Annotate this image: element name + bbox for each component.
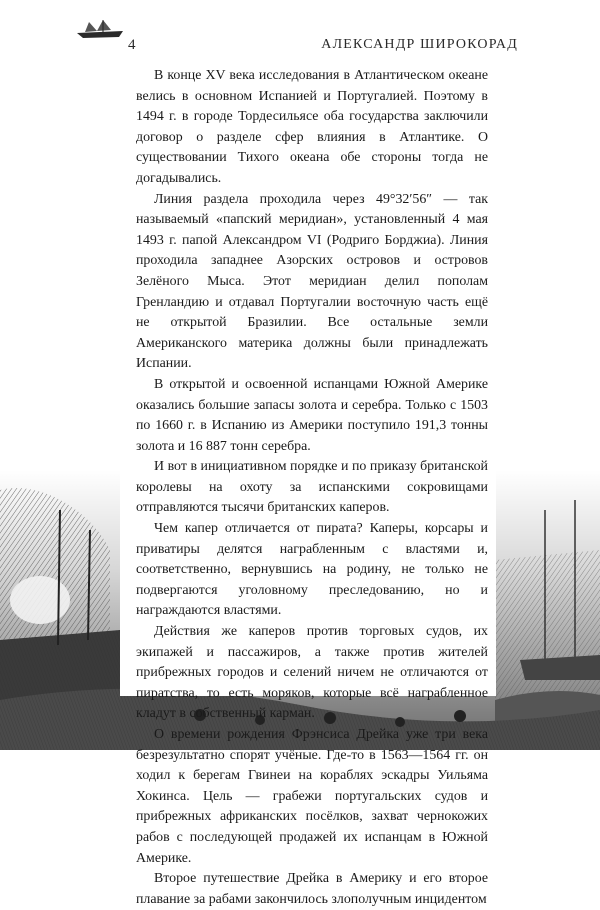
paragraph: О времени рождения Фрэнсиса Дрейка уже три века безрезультатно спорят учёные. Где-то в 1563—1564 гг. он ходил к берегам Гвинеи на кораблях эскадры Уильяма Хокинса. Цель — грабежи португальских судов и прибрежных африканских посёлков, захват чернокожих рабов с последующей продажей их испанцам в Южной Америке. — [136, 727, 488, 866]
ship-ornament-icon — [75, 18, 127, 40]
paragraph: В конце XV века исследования в Атлантическом океане велись в основном Испанией и Португалией. Поэтому в 1494 г. в городе Тордесильясе оба государства заключили договор о разделе сфер влияния в Атлантике. О существовании Тихого океана обе стороны тогда не догадывались. — [136, 68, 488, 186]
paragraph: И вот в инициативном порядке и по приказу британской королевы на охоту за испанскими сокровищами отправляются тысячи британских каперов. — [136, 459, 488, 516]
paragraph: Второе путешествие Дрейка в Америку и его второе плавание за рабами закончилось злополучным инцидентом — [136, 871, 488, 907]
body-text — [136, 66, 488, 910]
paragraph: Действия же каперов против торговых судов, их экипажей и пассажиров, а также против жителей прибрежных городов и селений ничем не отличаются от пиратства, то есть моряков, которые всё награбленное кладут в собственный карман. — [136, 624, 488, 722]
paragraph: Линия раздела проходила через 49°32′56″ — так называемый «папский меридиан», установленный 4 мая 1493 г. папой Александром VI (Родриго Борджиа). Линия проходила западнее Азорских островов и островов Зелёного Мыса. Этот меридиан делил пополам Гренландию и отдавал Португалии восточную часть ещё не открытой Бразилии. Все остальные земли Американского материка должны были принадлежать Испании. — [136, 191, 488, 372]
paragraph: В открытой и освоенной испанцами Южной Америке оказались большие запасы золота и серебра. Только с 1503 по 1660 г. в Испанию из Америки поступило 191,3 тонны золота и 16 887 тонн серебра. — [136, 376, 488, 454]
page-number: 4 — [128, 37, 136, 53]
running-head-author: АЛЕКСАНДР ШИРОКОРАД — [321, 37, 518, 52]
paragraph: Чем капер отличается от пирата? Каперы, корсары и приватиры делятся награбленным с властями и, соответственно, вернувшись на родину, не только не подвергаются уголовному преследованию, но и награждаются властями. — [136, 521, 488, 619]
